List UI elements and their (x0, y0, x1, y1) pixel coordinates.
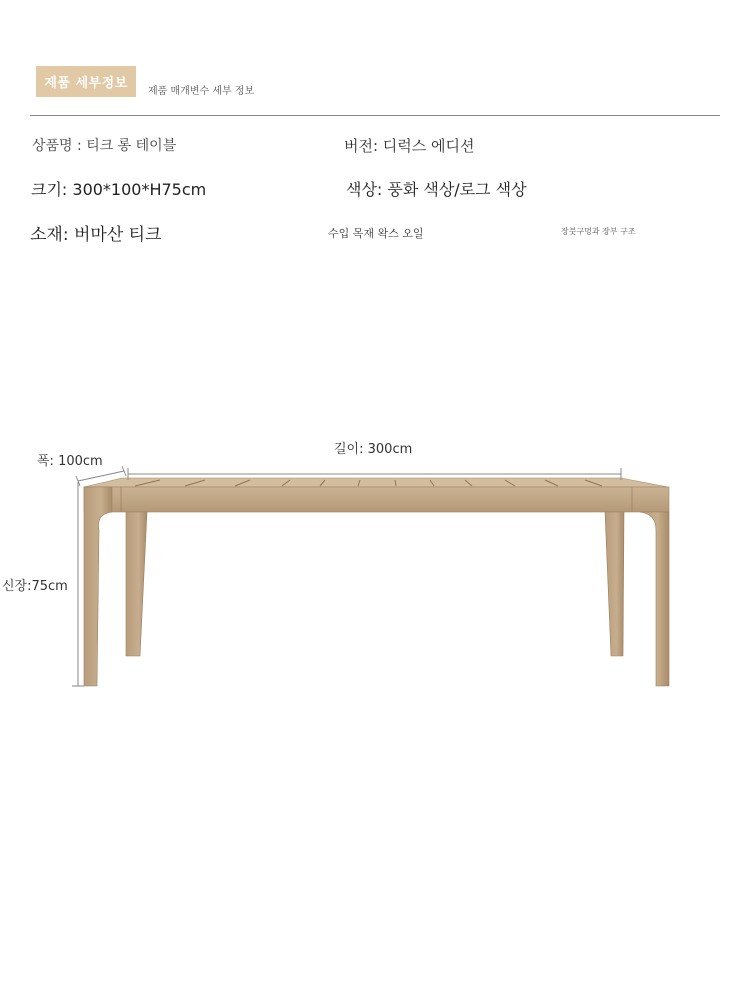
product-version: 버전: 디럭스 에디션 (344, 137, 475, 155)
table-legs (84, 487, 669, 686)
section-subtitle: 제품 매개변수 세부 정보 (148, 86, 255, 97)
tabletop (84, 478, 669, 512)
product-material: 소재: 버마산 티크 (30, 225, 162, 245)
product-joinery: 장붓구멍과 장부 구조 (561, 227, 636, 236)
product-color: 색상: 풍화 색상/로그 색상 (346, 180, 527, 199)
product-size: 크기: 300*100*H75cm (31, 180, 207, 199)
product-name: 상품명 : 티크 롱 테이블 (32, 138, 177, 154)
dimension-length-label: 길이: 300cm (334, 442, 413, 457)
dimension-width-label: 폭: 100cm (37, 454, 103, 469)
product-finish: 수입 목재 왁스 오일 (328, 227, 424, 240)
section-badge: 제품 세부정보 (36, 66, 136, 97)
dimension-height-label: 신장:75cm (2, 579, 68, 594)
